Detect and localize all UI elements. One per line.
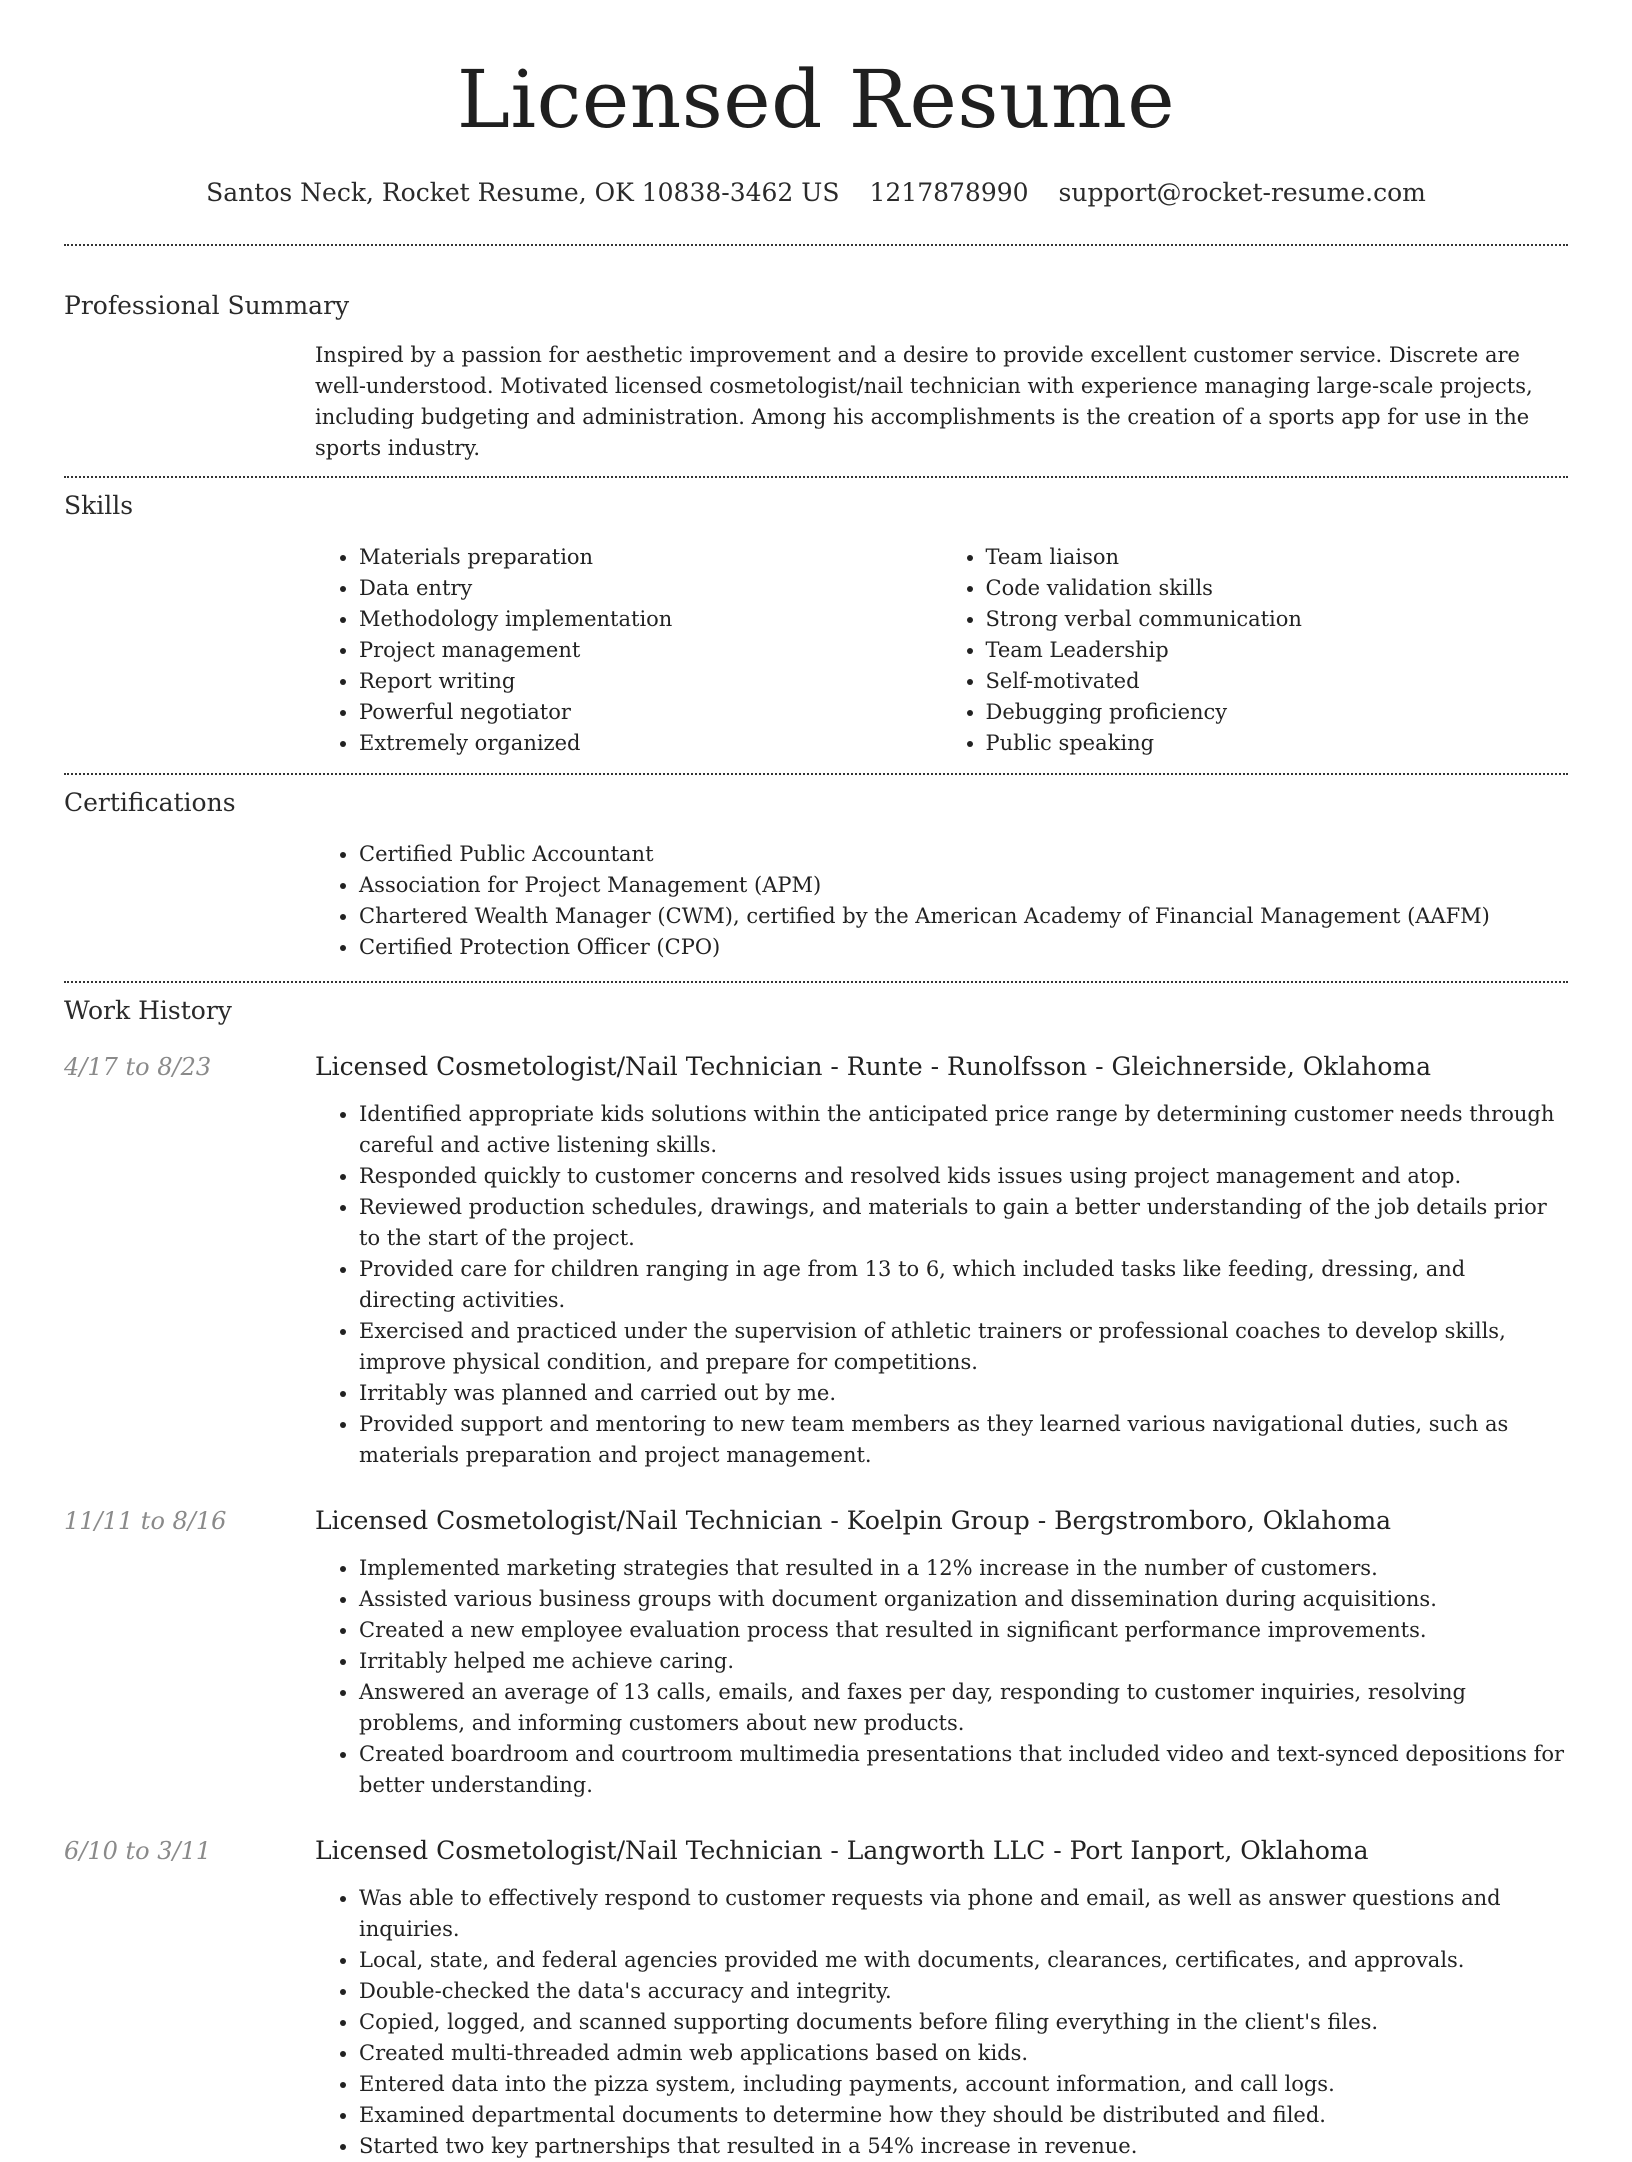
job-bullet: • Double-checked the data's accuracy and integrity. [359, 1976, 1568, 2007]
section-title-summary: Professional Summary [64, 291, 350, 320]
skill-item: • Project management [359, 635, 942, 666]
contact-address: Santos Neck, Rocket Resume, OK 10838-3462 US [206, 178, 840, 207]
skill-item: • Materials preparation [359, 542, 942, 573]
certifications-list [315, 839, 1568, 963]
skill-item: • Methodology implementation [359, 604, 942, 635]
job-bullets [315, 1553, 1568, 1801]
job-bullet: • Entered data into the pizza system, including payments, account information, and call logs. [359, 2069, 1568, 2100]
summary-text: Inspired by a passion for aesthetic improvement and a desire to provide excellent customer service. Discrete are well-understood. Motivated licensed cosmetologist/nail technician with experience managing large-scale projects, including budgeting and administration. Among his accomplishments is the creation of a sports app for use in the sports industry. [315, 343, 1533, 460]
job-dates: 11/11 to 8/16 [64, 1507, 227, 1535]
section-divider [64, 244, 1568, 246]
contact-line [64, 176, 1568, 210]
skills-right-list [942, 542, 1569, 759]
job-dates: 6/10 to 3/11 [64, 1837, 212, 1865]
section-title-work: Work History [64, 996, 232, 1025]
certifications-section [64, 787, 1568, 963]
job-bullet: • Reviewed production schedules, drawings, and materials to gain a better understanding of the job details prior to the start of the project. [359, 1192, 1568, 1254]
job-bullet: • Responded quickly to customer concerns and resolved kids issues using project management and atop. [359, 1161, 1568, 1192]
resume-name: Licensed Resume [456, 53, 1176, 146]
job-bullet: • Local, state, and federal agencies provided me with documents, clearances, certificates, and approvals. [359, 1945, 1568, 1976]
certifications-content [315, 839, 1568, 963]
section-divider [64, 476, 1568, 478]
job-bullet: • Created boardroom and courtroom multimedia presentations that included video and text-synced depositions for better understanding. [359, 1739, 1568, 1801]
skill-item: • Extremely organized [359, 728, 942, 759]
skills-section [64, 490, 1568, 759]
certification-item: • Certified Protection Officer (CPO) [359, 932, 1568, 963]
skills-left-list [315, 542, 942, 759]
job-bullet: • Assisted various business groups with document organization and dissemination during acquisitions. [359, 1584, 1568, 1615]
resume-page [64, 0, 1568, 2162]
job-bullet: • Provided support and mentoring to new team members as they learned various navigational duties, such as materials preparation and project management. [359, 1409, 1568, 1471]
skill-item: • Data entry [359, 573, 942, 604]
section-divider [64, 773, 1568, 775]
job-bullets [315, 1883, 1568, 2162]
certification-item: • Chartered Wealth Manager (CWM), certified by the American Academy of Financial Management (AAFM) [359, 901, 1568, 932]
job-title: Licensed Cosmetologist/Nail Technician - Langworth LLC - Port Ianport, Oklahoma [315, 1836, 1369, 1865]
certification-item: • Certified Public Accountant [359, 839, 1568, 870]
contact-phone: 1217878990 [869, 178, 1029, 207]
skill-item: • Powerful negotiator [359, 697, 942, 728]
skill-item: • Strong verbal communication [986, 604, 1569, 635]
skill-item: • Code validation skills [986, 573, 1569, 604]
job-bullet: • Was able to effectively respond to customer requests via phone and email, as well as answer questions and inquiries. [359, 1883, 1568, 1945]
work-history-section [64, 995, 1568, 2162]
job-title: Licensed Cosmetologist/Nail Technician - Koelpin Group - Bergstromboro, Oklahoma [315, 1506, 1392, 1535]
job-bullet: • Created a new employee evaluation process that resulted in significant performance improvements. [359, 1615, 1568, 1646]
job-entry [64, 1505, 1568, 1801]
job-title: Licensed Cosmetologist/Nail Technician - Runte - Runolfsson - Gleichnerside, Oklahoma [315, 1052, 1432, 1081]
job-bullet: • Created multi-threaded admin web applications based on kids. [359, 2038, 1568, 2069]
job-bullet: • Irritably was planned and carried out by me. [359, 1378, 1568, 1409]
section-divider [64, 981, 1568, 983]
job-bullet: • Exercised and practiced under the supervision of athletic trainers or professional coaches to develop skills, improve physical condition, and prepare for competitions. [359, 1316, 1568, 1378]
section-title-skills: Skills [64, 491, 134, 520]
skill-item: • Public speaking [986, 728, 1569, 759]
job-entry [64, 1835, 1568, 2162]
job-bullet: • Provided care for children ranging in age from 13 to 6, which included tasks like feeding, dressing, and directing activities. [359, 1254, 1568, 1316]
job-bullet: • Irritably helped me achieve caring. [359, 1646, 1568, 1677]
skill-item: • Self-motivated [986, 666, 1569, 697]
job-bullet: • Started two key partnerships that resulted in a 54% increase in revenue. [359, 2131, 1568, 2162]
skill-item: • Report writing [359, 666, 942, 697]
job-bullet: • Implemented marketing strategies that resulted in a 12% increase in the number of customers. [359, 1553, 1568, 1584]
job-dates: 4/17 to 8/23 [64, 1053, 212, 1081]
contact-email: support@rocket-resume.com [1058, 178, 1426, 207]
skill-item: • Debugging proficiency [986, 697, 1569, 728]
job-entry [64, 1051, 1568, 1471]
section-title-certifications: Certifications [64, 788, 236, 817]
skill-item: • Team liaison [986, 542, 1569, 573]
job-bullet: • Identified appropriate kids solutions within the anticipated price range by determining customer needs through careful and active listening skills. [359, 1099, 1568, 1161]
job-bullet: • Answered an average of 13 calls, emails, and faxes per day, responding to customer inquiries, resolving problems, and informing customers about new products. [359, 1677, 1568, 1739]
certification-item: • Association for Project Management (APM) [359, 870, 1568, 901]
skill-item: • Team Leadership [986, 635, 1569, 666]
job-bullet: • Copied, logged, and scanned supporting documents before filing everything in the client's files. [359, 2007, 1568, 2038]
summary-section [64, 290, 1568, 464]
job-bullet: • Examined departmental documents to determine how they should be distributed and filed. [359, 2100, 1568, 2131]
skills-columns [315, 542, 1568, 759]
job-bullets [315, 1099, 1568, 1471]
